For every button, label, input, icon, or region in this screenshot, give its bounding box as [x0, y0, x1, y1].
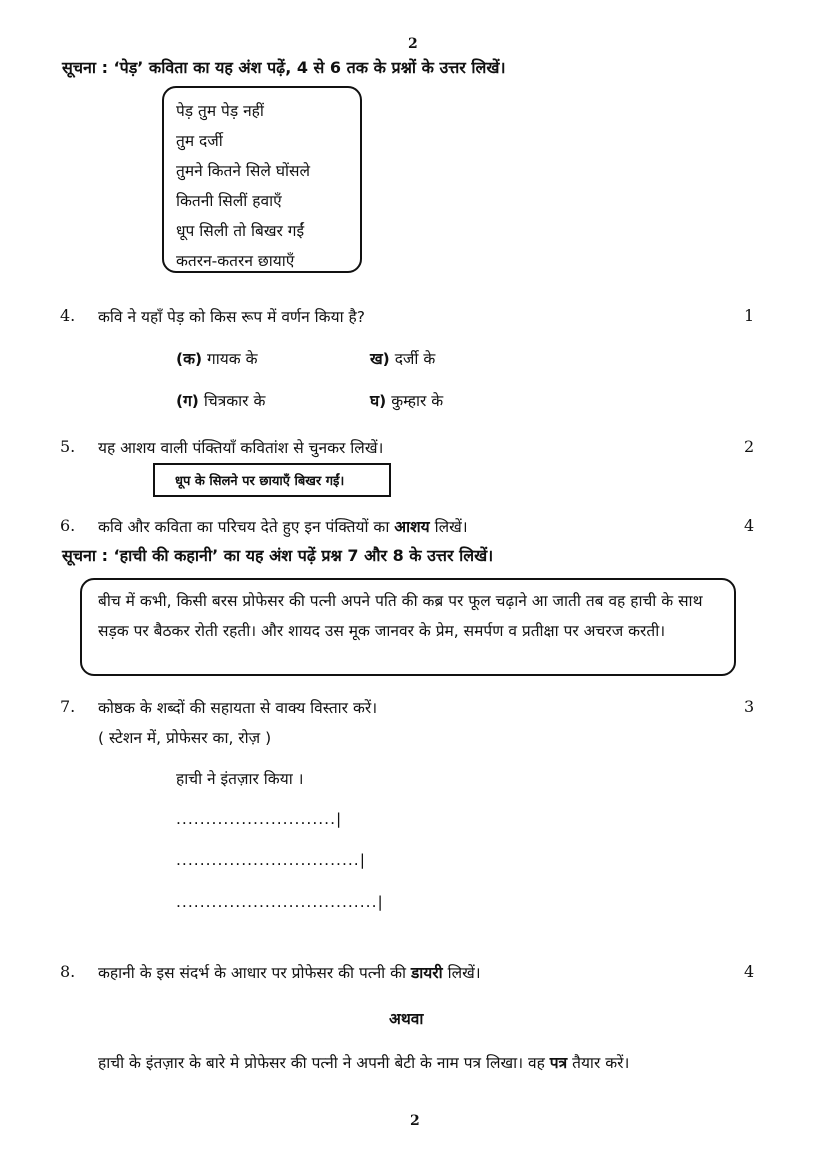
question-5-text: यह आशय वाली पंक्तियाँ कवितांश से चुनकर लिखें। [98, 439, 384, 457]
question-8-number: 8. [60, 962, 76, 981]
question-7-sentence: हाची ने इंतज़ार किया । [176, 770, 304, 788]
q4-option-kha[interactable] [370, 347, 435, 369]
poem-box [162, 86, 362, 273]
option-text: चित्रकार के [203, 392, 266, 410]
passage-box: बीच में कभी, किसी बरस प्रोफेसर की पत्नी अपने पति की कब्र पर फूल चढ़ाने आ जाती तब वह हाची के साथ सड़क पर बैठकर रोती रहती। और शायद उस मूक जानवर के प्रेम, समर्पण व प्रतीक्षा पर अचरज करती। [80, 578, 736, 676]
question-6-keyword: आशय [394, 518, 430, 536]
option-label: (ग) [176, 392, 199, 410]
question-8-text [98, 961, 481, 983]
question-6-text-b: लिखें। [434, 518, 468, 536]
alternative-text-a: हाची के इंतज़ार के बारे मे प्रोफेसर की पत्नी ने अपनी बेटी के नाम पत्र लिखा। वह [98, 1054, 545, 1072]
option-label: ख) [370, 350, 390, 368]
poem-line: कतरन-कतरन छायाएँ [176, 252, 295, 270]
poem-line: कितनी सिलीं हवाएँ [176, 192, 282, 210]
option-text: गायक के [207, 350, 258, 368]
question-8-marks: 4 [744, 962, 755, 981]
question-4-text: कवि ने यहाँ पेड़ को किस रूप में वर्णन किया है? [98, 308, 365, 326]
question-6-text-a: कवि और कविता का परिचय देते हुए इन पंक्तियों का [98, 518, 390, 536]
q4-option-gha[interactable] [370, 389, 443, 411]
or-divider: अथवा [389, 1010, 424, 1028]
quoted-line-box: धूप के सिलने पर छायाएँ बिखर गईं। [153, 463, 391, 497]
answer-blank-3[interactable]: ..................................| [176, 893, 384, 911]
question-8-text-a: कहानी के इस संदर्भ के आधार पर प्रोफेसर की पत्नी की [98, 964, 407, 982]
question-7-text: कोष्ठक के शब्दों की सहायता से वाक्य विस्तार करें। [98, 699, 378, 717]
q4-option-ga[interactable] [176, 389, 265, 411]
notice-poem: सूचना : ‘पेड़’ कविता का यह अंश पढ़ें, 4 से 6 तक के प्रश्नों के उत्तर लिखें। [62, 58, 506, 77]
poem-line: पेड़ तुम पेड़ नहीं [176, 102, 264, 120]
option-text: कुम्हार के [391, 392, 444, 410]
poem-line: तुम दर्जी [176, 132, 223, 150]
poem-line: तुमने कितने सिले घोंसले [176, 162, 311, 180]
question-4-number: 4. [60, 306, 76, 325]
question-6-marks: 4 [744, 516, 755, 535]
notice-story: सूचना : ‘हाची की कहानी’ का यह अंश पढ़ें प्रश्न 7 और 8 के उत्तर लिखें। [62, 546, 494, 565]
question-6-text [98, 515, 468, 537]
page-number-top: 2 [408, 36, 418, 52]
poem-line: धूप सिली तो बिखर गईं [176, 222, 305, 240]
question-7-marks: 3 [744, 697, 755, 716]
option-label: घ) [370, 392, 387, 410]
question-7-number: 7. [60, 697, 76, 716]
q4-option-ka[interactable] [176, 347, 257, 369]
answer-blank-2[interactable]: ...............................| [176, 851, 366, 869]
page-number-bottom: 2 [410, 1113, 420, 1129]
question-5-number: 5. [60, 437, 76, 456]
option-text: दर्जी के [394, 350, 436, 368]
question-4-marks: 1 [744, 306, 755, 325]
question-7-words: ( स्टेशन में, प्रोफेसर का, रोज़ ) [98, 729, 272, 747]
alternative-keyword: पत्र [549, 1054, 568, 1072]
question-6-number: 6. [60, 516, 76, 535]
question-5-marks: 2 [744, 437, 755, 456]
question-8-text-b: लिखें। [447, 964, 481, 982]
alternative-text-b: तैयार करें। [572, 1054, 630, 1072]
option-label: (क) [176, 350, 203, 368]
question-8-keyword: डायरी [410, 964, 443, 982]
question-8-alternative [98, 1051, 629, 1073]
answer-blank-1[interactable]: ...........................| [176, 810, 343, 828]
